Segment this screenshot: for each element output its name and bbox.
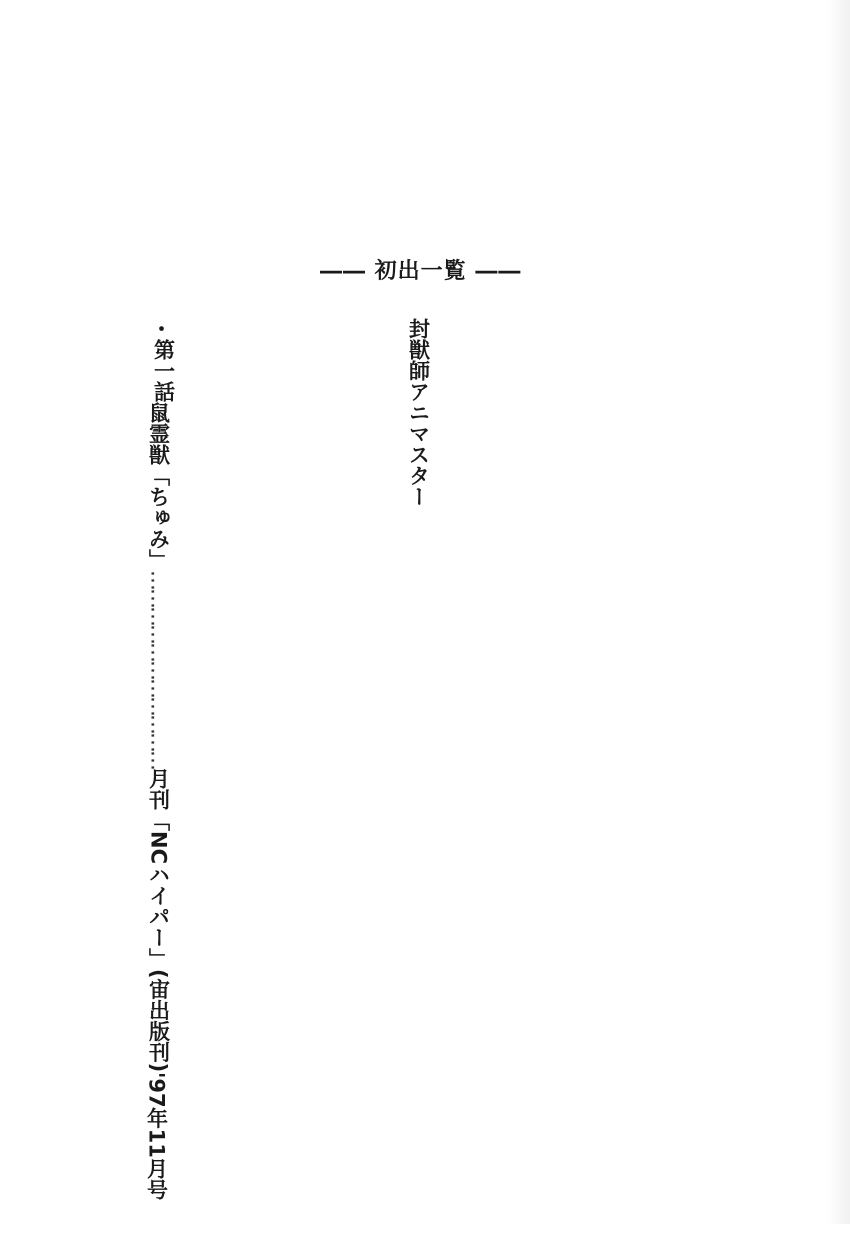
entry-bullet: ・ <box>148 318 173 339</box>
entry-number: 第一話 <box>151 339 176 402</box>
entry-source: 月刊「NCハイパー」(宙出版刊) <box>146 768 171 1073</box>
toc-entry <box>28 318 288 1201</box>
toc-list <box>144 318 548 1201</box>
leader-dots: …………………………… <box>146 570 171 768</box>
toc-entry <box>0 318 28 346</box>
entry-date: '97年11月号 <box>144 1072 169 1201</box>
entry-title: 鼠霊獣「ちゅみ」 <box>146 402 171 570</box>
section-heading: 封獣師アニマスター <box>406 318 431 507</box>
page-title: ―― 初出一覧 ―― <box>320 259 522 284</box>
page-edge <box>828 0 850 1224</box>
